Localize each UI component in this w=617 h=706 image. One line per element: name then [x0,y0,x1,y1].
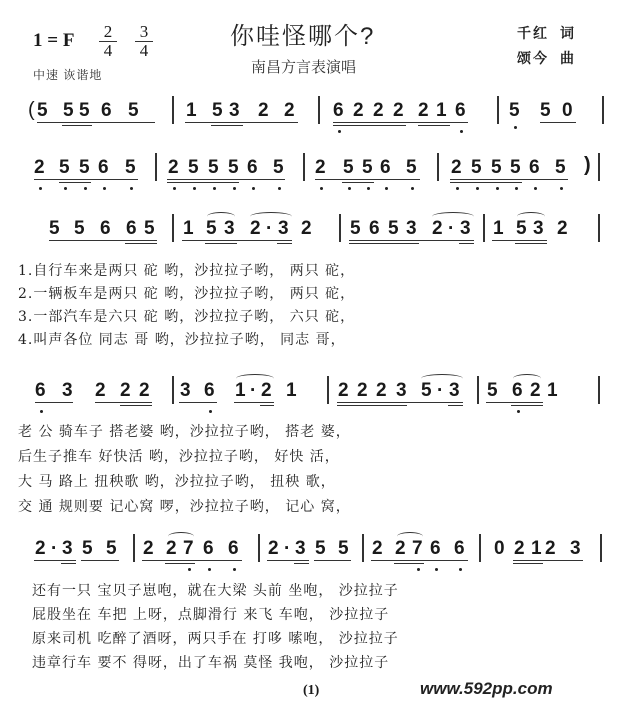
score-row-5: 2 · 3 5 5 2 2 7 6 6 2 · 3 5 5 2 2 7 6 6 0 2 1 2 3 [0,538,617,578]
score-row-2: 2 5 5 6 5 2 5 5 5 6 5 2 5 5 6 5 2 5 5 5 6 5 ) [0,157,617,197]
bar-line [172,376,174,404]
bar-line [600,534,602,562]
bar-line [172,96,174,124]
song-subtitle: 南昌方言表演唱 [251,59,357,76]
lyric-line: 交 通 规则要 记心窝 啰，沙拉拉子哟， 记心 窝， [18,499,351,515]
time-signature-3-4: $\frac{3}{4}$ [135,24,153,59]
song-title: 你哇怪哪个? [230,23,376,50]
bar-line [362,534,364,562]
lyric-line: 4.叫声各位 同志 哥 哟，沙拉拉子哟， 同志 哥， [18,332,346,348]
website-watermark: www.592pp.com [420,679,553,698]
lyric-line: 2.一辆板车是两只 砣 哟，沙拉拉子哟， 两只 砣， [18,286,356,302]
lyric-line: 老 公 骑车子 搭老婆 哟，沙拉拉子哟， 搭老 婆， [18,424,351,440]
bar-line [327,376,329,404]
composer-name: 颂今 [517,52,549,67]
key-signature: 1 = F [33,30,75,51]
score-row-3: 5 5 6 6 5 1 5 3 2 · 3 2 5 6 5 3 2 · 3 1 5 3 2 [0,218,617,258]
bar-line [172,214,174,242]
bar-line [497,96,499,124]
bar-line [303,153,305,181]
lyricist-credit [517,23,576,43]
bar-line [437,153,439,181]
lyric-line: 1.自行车来是两只 砣 哟，沙拉拉子哟， 两只 砣， [18,263,356,279]
score-row-1: ( 5 5 5 6 5 1 5 3 2 2 6 2 2 2 2 1 6 5 5 0 [0,100,617,140]
bar-line [602,96,604,124]
bar-line [598,376,600,404]
bar-line [155,153,157,181]
lyric-line: 违章行车 要不 得呀，出了车祸 莫怪 我咆， 沙拉拉子 [32,655,390,671]
bar-line [477,376,479,404]
lyric-line: 后生子推车 好快活 哟，沙拉拉子哟， 好快 活， [18,449,340,465]
tempo-marking: 中速 诙谐地 [33,68,103,82]
bar-line [258,534,260,562]
time-signature-2-4: $\frac{2}{4}$ [99,24,117,59]
bar-line [133,534,135,562]
bar-line [598,153,600,181]
score-row-4: 6 3 2 2 2 3 6 1 · 2 1 2 2 2 3 5 · 3 5 6 2 1 [0,380,617,420]
lyricist-name: 千红 [517,27,549,42]
lyric-line: 还有一只 宝贝子崽咆，就在大梁 头前 坐咆， 沙拉拉子 [32,583,399,599]
bar-line [339,214,341,242]
bar-line [479,534,481,562]
bar-line [318,96,320,124]
page-number: (1) [303,683,320,698]
lyricist-role: 词 [560,27,576,42]
composer-credit [517,48,576,68]
lyric-line: 3.一部汽车是六只 砣 哟，沙拉拉子哟， 六只 砣， [18,309,356,325]
bar-line [483,214,485,242]
bar-line [598,214,600,242]
lyric-line: 原来司机 吃醉了酒呀，两只手在 打哆 嗦咆， 沙拉拉子 [32,631,399,647]
lyric-line: 大 马 路上 扭秧歌 哟，沙拉拉子哟， 扭秧 歌， [18,474,336,490]
composer-role: 曲 [560,52,576,67]
lyric-line: 屁股坐在 车把 上呀，点脚滑行 来飞 车咆， 沙拉拉子 [32,607,390,623]
